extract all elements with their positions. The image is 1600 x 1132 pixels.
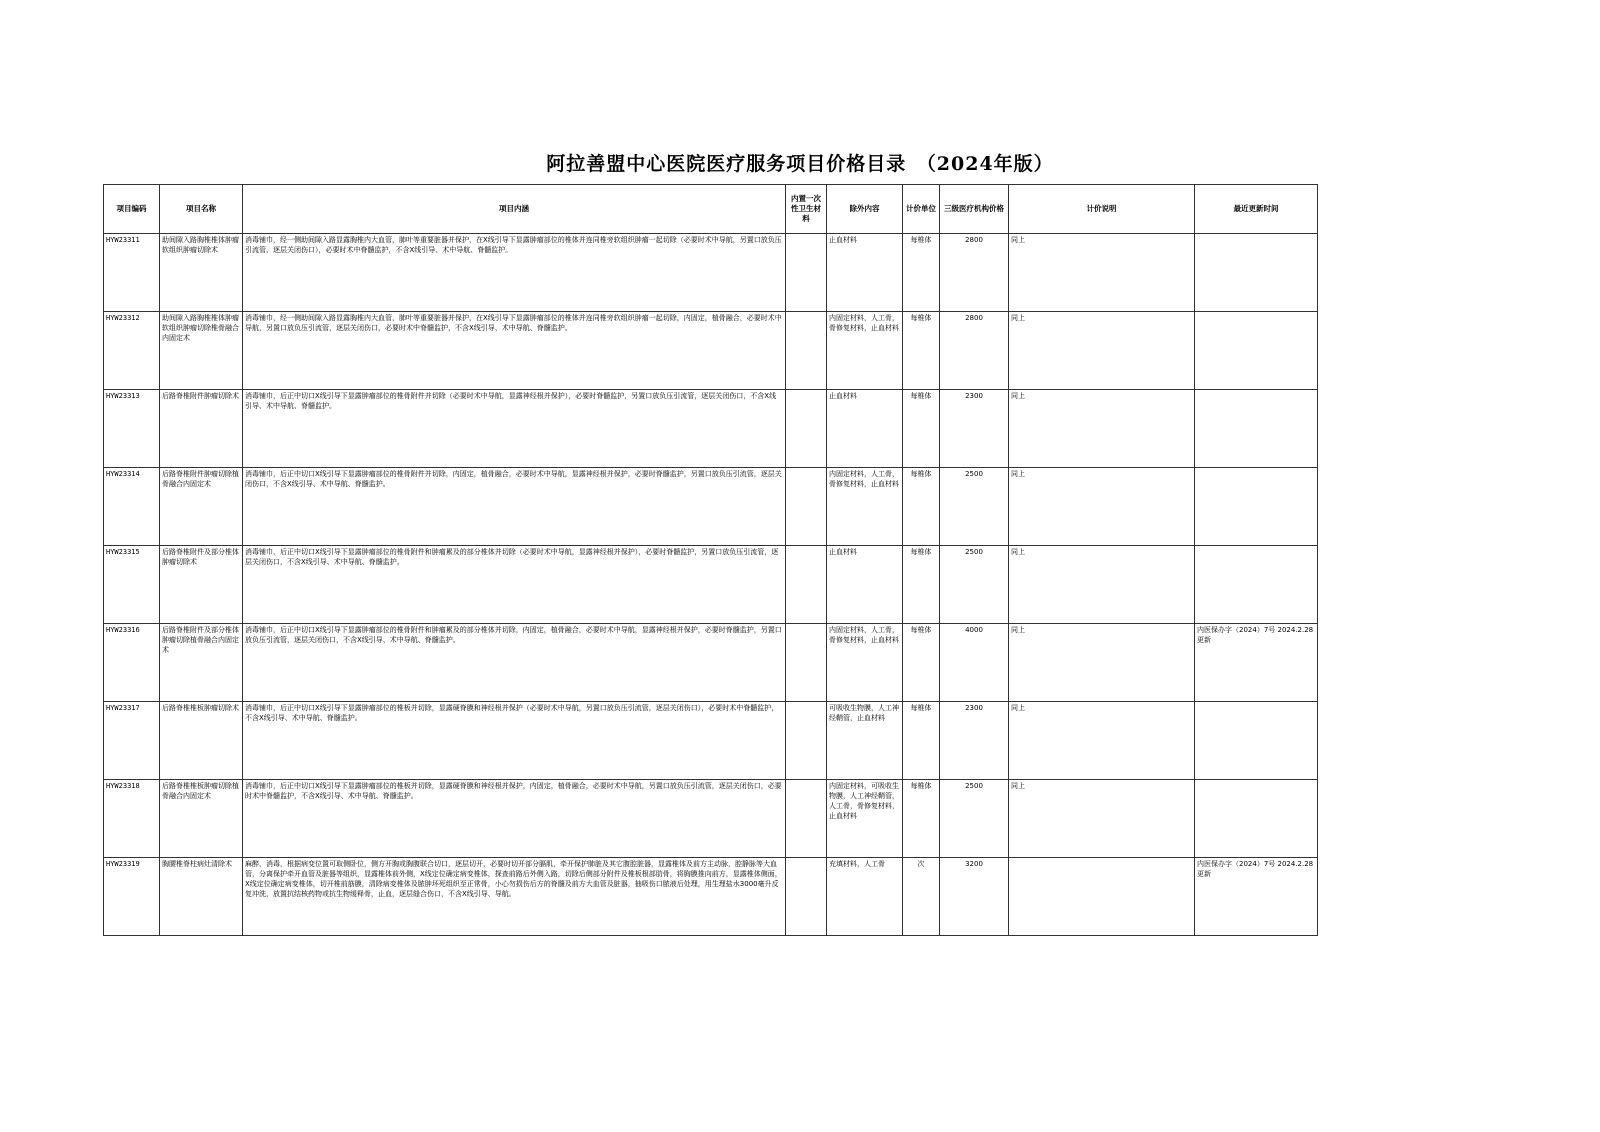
cell-name: 后路脊椎附件及部分椎体肿瘤切除术 bbox=[160, 546, 243, 624]
cell-name: 后路脊椎椎板肿瘤切除植骨融合内固定术 bbox=[160, 780, 243, 858]
cell-exclude: 内固定材料，人工骨，骨修复材料，止血材料 bbox=[827, 312, 903, 390]
cell-note: 同上 bbox=[1009, 546, 1195, 624]
cell-note: 同上 bbox=[1009, 780, 1195, 858]
cell-unit: 次 bbox=[903, 858, 940, 936]
cell-inner bbox=[786, 312, 827, 390]
cell-code: HYW23316 bbox=[104, 624, 160, 702]
cell-exclude: 可吸收生物膜，人工神经鞘管，止血材料 bbox=[827, 702, 903, 780]
cell-updated bbox=[1195, 702, 1318, 780]
cell-price: 2500 bbox=[940, 780, 1009, 858]
header-code: 项目编码 bbox=[104, 185, 160, 234]
cell-unit: 每椎体 bbox=[903, 702, 940, 780]
cell-code: HYW23315 bbox=[104, 546, 160, 624]
cell-content: 消毒铺巾，经一侧助间隙入路显露胸椎内大血管，肺叶等重要脏器并保护，在X线引导下显露肿瘤部位的椎体并连同椎旁软组织肿瘤一起切除，内固定，植骨融合，必要时术中导航，另置口放负压引流管，逐层关闭伤口，必要时术中脊髓监护，不含X线引导、术中导航、脊髓监护。 bbox=[243, 312, 786, 390]
cell-exclude: 止血材料 bbox=[827, 234, 903, 312]
table-row bbox=[104, 234, 1318, 312]
cell-unit: 每椎体 bbox=[903, 468, 940, 546]
cell-name: 后路脊椎附件及部分椎体肿瘤切除植骨融合内固定术 bbox=[160, 624, 243, 702]
cell-price: 3200 bbox=[940, 858, 1009, 936]
table-row bbox=[104, 624, 1318, 702]
cell-unit: 每椎体 bbox=[903, 624, 940, 702]
cell-code: HYW23313 bbox=[104, 390, 160, 468]
table-row bbox=[104, 780, 1318, 858]
cell-exclude: 止血材料 bbox=[827, 390, 903, 468]
cell-name: 助间隙入路胸椎椎体肿瘤软组织肿瘤切除术 bbox=[160, 234, 243, 312]
cell-name: 后路脊椎附件肿瘤切除植骨融合内固定术 bbox=[160, 468, 243, 546]
cell-price: 2500 bbox=[940, 546, 1009, 624]
cell-price: 2500 bbox=[940, 468, 1009, 546]
table-row bbox=[104, 468, 1318, 546]
cell-updated bbox=[1195, 312, 1318, 390]
cell-updated: 内医保办字（2024）7号 2024.2.28更新 bbox=[1195, 624, 1318, 702]
header-row bbox=[104, 185, 1318, 234]
cell-price: 2800 bbox=[940, 312, 1009, 390]
cell-note: 同上 bbox=[1009, 390, 1195, 468]
header-note: 计价说明 bbox=[1009, 185, 1195, 234]
cell-code: HYW23318 bbox=[104, 780, 160, 858]
header-exclude: 除外内容 bbox=[827, 185, 903, 234]
cell-inner bbox=[786, 468, 827, 546]
cell-code: HYW23317 bbox=[104, 702, 160, 780]
cell-exclude: 充填材料，人工骨 bbox=[827, 858, 903, 936]
cell-note: 同上 bbox=[1009, 468, 1195, 546]
cell-unit: 每椎体 bbox=[903, 780, 940, 858]
cell-code: HYW23311 bbox=[104, 234, 160, 312]
header-name: 项目名称 bbox=[160, 185, 243, 234]
cell-unit: 每椎体 bbox=[903, 546, 940, 624]
cell-content: 消毒铺巾，经一侧助间隙入路显露胸椎内大血管，肺叶等重要脏器并保护，在X线引导下显露肿瘤部位的椎体并连同椎旁软组织肿瘤一起切除（必要时术中导航，另置口放负压引流管，逐层关闭伤口），必要时术中脊髓监护，不含X线引导、术中导航、脊髓监护。 bbox=[243, 234, 786, 312]
cell-name: 胸腰椎脊柱病灶清除术 bbox=[160, 858, 243, 936]
header-price: 三级医疗机构价格 bbox=[940, 185, 1009, 234]
cell-name: 助间隙入路胸椎椎体肿瘤软组织肿瘤切除椎骨融合内固定术 bbox=[160, 312, 243, 390]
table-row bbox=[104, 390, 1318, 468]
cell-note bbox=[1009, 858, 1195, 936]
cell-name: 后路脊椎附件肿瘤切除术 bbox=[160, 390, 243, 468]
cell-content: 消毒铺巾，后正中切口X线引导下显露肿瘤部位的椎骨附件和肿瘤累及的部分椎体并切除，内固定，植骨融合，必要时术中导航，显露神经根并保护，必要时脊髓监护，另置口放负压引流管，逐层关闭伤口，不含X线引导、术中导航、脊髓监护。 bbox=[243, 624, 786, 702]
cell-updated: 内医保办字（2024）7号 2024.2.28更新 bbox=[1195, 858, 1318, 936]
cell-content: 消毒铺巾，后正中切口X线引导下显露肿瘤部位的椎骨附件和肿瘤累及的部分椎体并切除（必要时术中导航，显露神经根并保护），必要时脊髓监护，另置口放负压引流管，逐层关闭伤口，不含X线引导、术中导航、脊髓监护。 bbox=[243, 546, 786, 624]
cell-inner bbox=[786, 858, 827, 936]
cell-exclude: 止血材料 bbox=[827, 546, 903, 624]
cell-content: 消毒铺巾，后正中切口X线引导下显露肿瘤部位的椎板并切除，显露硬脊膜和神经根并保护（必要时术中导航，另置口放负压引流管，逐层关闭伤口），必要时术中脊髓监护，不含X线引导、术中导航、脊髓监护。 bbox=[243, 702, 786, 780]
cell-code: HYW23312 bbox=[104, 312, 160, 390]
cell-exclude: 内固定材料，人工骨，骨修复材料，止血材料 bbox=[827, 468, 903, 546]
header-content: 项目内涵 bbox=[243, 185, 786, 234]
cell-updated bbox=[1195, 468, 1318, 546]
cell-content: 消毒铺巾，后正中切口X线引导下显露肿瘤部位的椎骨附件并切除（必要时术中导航，显露神经根并保护），必要时脊髓监护，另置口放负压引流管，逐层关闭伤口，不含X线引导、术中导航、脊髓监护。 bbox=[243, 390, 786, 468]
table-row bbox=[104, 858, 1318, 936]
cell-content: 麻醉，消毒，根据病变位置可取侧卧位，侧方开胸或胸腹联合切口，逐层切开，必要时切开部分膈肌，牵开保护肺脏及其它腹腔脏器，显露椎体及前方主动脉，腔静脉等大血管，分离保护牵开血管及脏器等组织，显露椎体前外侧，X线定位确定病变椎体，探查前路后外侧入路，切除后侧部分附件及椎板根部肋骨，将胸膜推向前方，显露椎体侧面，X线定位确定病变椎体，切开椎前筋膜，清除病变椎体及脓肿坏死组织至正常骨，小心勿损伤后方的脊髓及前方大血管及脏器，抽吸伤口脓液后处理，用生理盐水3000毫升反复冲洗，放置抗结核药物或抗生物缓释骨，止血，逐层缝合伤口，不含X线引导、导航。 bbox=[243, 858, 786, 936]
cell-updated bbox=[1195, 234, 1318, 312]
cell-note: 同上 bbox=[1009, 702, 1195, 780]
cell-unit: 每椎体 bbox=[903, 312, 940, 390]
cell-content: 消毒铺巾，后正中切口X线引导下显露肿瘤部位的椎骨附件并切除，内固定，植骨融合，必要时术中导航，显露神经根并保护，必要时脊髓监护，另置口放负压引流管，逐层关闭伤口，不含X线引导、术中导航、脊髓监护。 bbox=[243, 468, 786, 546]
header-unit: 计价单位 bbox=[903, 185, 940, 234]
cell-price: 2300 bbox=[940, 390, 1009, 468]
cell-price: 2800 bbox=[940, 234, 1009, 312]
header-updated: 最近更新时间 bbox=[1195, 185, 1318, 234]
cell-inner bbox=[786, 702, 827, 780]
price-table bbox=[103, 184, 1318, 936]
cell-code: HYW23319 bbox=[104, 858, 160, 936]
cell-note: 同上 bbox=[1009, 234, 1195, 312]
cell-inner bbox=[786, 624, 827, 702]
cell-updated bbox=[1195, 546, 1318, 624]
cell-code: HYW23314 bbox=[104, 468, 160, 546]
cell-updated bbox=[1195, 390, 1318, 468]
table-row bbox=[104, 312, 1318, 390]
cell-inner bbox=[786, 234, 827, 312]
cell-updated bbox=[1195, 780, 1318, 858]
cell-price: 4000 bbox=[940, 624, 1009, 702]
cell-note: 同上 bbox=[1009, 624, 1195, 702]
cell-inner bbox=[786, 390, 827, 468]
page-title: 阿拉善盟中心医院医疗服务项目价格目录 （2024年版） bbox=[546, 153, 1054, 175]
cell-unit: 每椎体 bbox=[903, 390, 940, 468]
cell-inner bbox=[786, 546, 827, 624]
table-row bbox=[104, 702, 1318, 780]
cell-note: 同上 bbox=[1009, 312, 1195, 390]
cell-exclude: 内固定材料，可吸收生物膜，人工神经鞘管，人工骨，骨修复材料，止血材料 bbox=[827, 780, 903, 858]
table-row bbox=[104, 546, 1318, 624]
cell-price: 2300 bbox=[940, 702, 1009, 780]
header-inner: 内置一次性卫生材料 bbox=[786, 185, 827, 234]
cell-unit: 每椎体 bbox=[903, 234, 940, 312]
cell-exclude: 内固定材料，人工骨，骨修复材料，止血材料 bbox=[827, 624, 903, 702]
cell-name: 后路脊椎椎板肿瘤切除术 bbox=[160, 702, 243, 780]
cell-inner bbox=[786, 780, 827, 858]
cell-content: 消毒铺巾，后正中切口X线引导下显露肿瘤部位的椎板并切除，显露硬脊膜和神经根并保护，内固定，植骨融合，必要时术中导航，另置口放负压引流管，逐层关闭伤口，必要时术中脊髓监护，不含X线引导、术中导航、脊髓监护。 bbox=[243, 780, 786, 858]
